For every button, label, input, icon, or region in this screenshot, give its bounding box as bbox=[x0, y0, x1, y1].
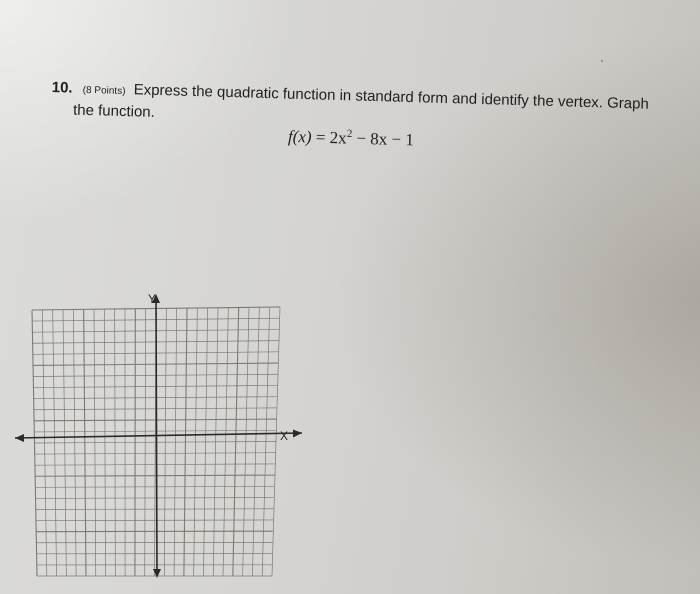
y-axis bbox=[156, 296, 157, 576]
equation-rest: − 8x − 1 bbox=[351, 128, 415, 150]
coordinate-grid bbox=[10, 290, 310, 582]
question-text-1: Express the quadratic function in standard form and identify the vertex. Graph bbox=[133, 81, 650, 113]
grid-horizontal-line bbox=[36, 509, 274, 510]
question-text-2: the function. bbox=[72, 101, 156, 121]
grid-horizontal-line bbox=[35, 475, 275, 476]
x-axis-label: X bbox=[280, 429, 289, 443]
function-equation bbox=[288, 126, 414, 150]
x-axis bbox=[15, 433, 302, 438]
equation-equals: = bbox=[311, 127, 330, 148]
paper-speck bbox=[601, 60, 603, 62]
equation-term1: 2x bbox=[329, 128, 347, 148]
equation-exponent: 2 bbox=[346, 127, 353, 141]
grid-horizontal-line bbox=[36, 531, 273, 532]
question-points: (8 Points) bbox=[82, 84, 126, 98]
grid-horizontal-line bbox=[36, 498, 275, 499]
y-axis-label: Y bbox=[148, 292, 157, 306]
grid-horizontal-line bbox=[36, 520, 274, 521]
x-axis-right-arrow-icon bbox=[293, 430, 302, 438]
question-number: 10. bbox=[51, 78, 73, 97]
x-axis-left-arrow-icon bbox=[15, 434, 24, 442]
equation-lhs: f(x) bbox=[287, 126, 312, 147]
